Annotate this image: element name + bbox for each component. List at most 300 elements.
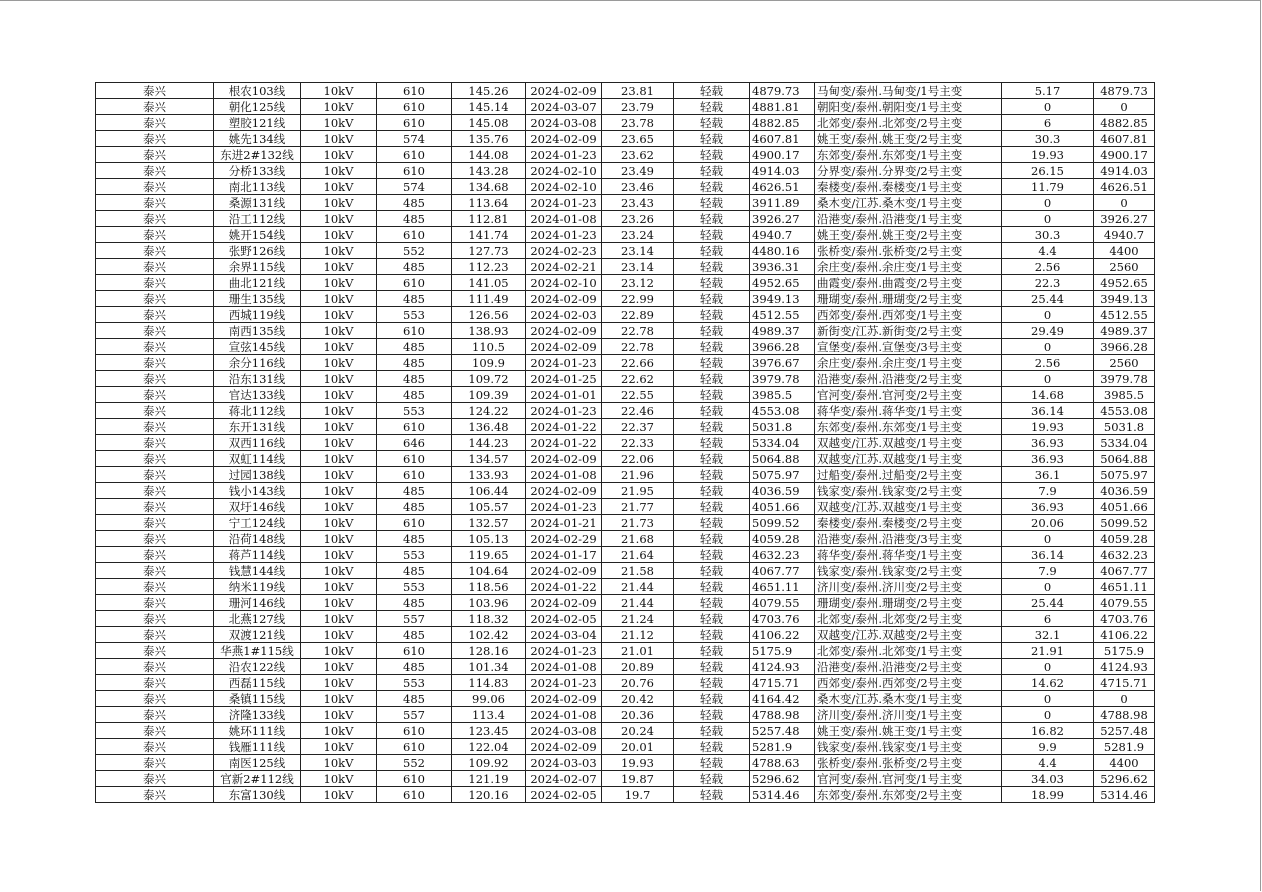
- transformer-load-cell: 9.9: [1002, 739, 1094, 755]
- county-cell: 泰兴: [96, 419, 214, 435]
- voltage-level-cell: 10kV: [301, 499, 377, 515]
- load-status-cell: 轻载: [674, 83, 750, 99]
- voltage-level-cell: 10kV: [301, 515, 377, 531]
- table-row: [96, 435, 1155, 451]
- feeder-name-cell: 姚开154线: [214, 227, 301, 243]
- available-capacity-cell: 3966.28: [750, 339, 815, 355]
- transformer-load-cell: 11.79: [1002, 179, 1094, 195]
- feeder-name-cell: 北燕127线: [214, 611, 301, 627]
- load-status-cell: 轻载: [674, 387, 750, 403]
- available-capacity-cell: 3936.31: [750, 259, 815, 275]
- table-row: [96, 211, 1155, 227]
- available-capacity-cell: 5031.8: [750, 419, 815, 435]
- table-row: [96, 99, 1155, 115]
- date-cell: 2024-02-09: [526, 339, 602, 355]
- voltage-level-cell: 10kV: [301, 195, 377, 211]
- load-status-cell: 轻载: [674, 579, 750, 595]
- voltage-level-cell: 10kV: [301, 323, 377, 339]
- date-cell: 2024-02-09: [526, 691, 602, 707]
- date-cell: 2024-01-23: [526, 403, 602, 419]
- transformer-load-cell: 14.68: [1002, 387, 1094, 403]
- substation-transformer-cell: 官河变/泰州.官河变/2号主变: [815, 387, 1002, 403]
- feeder-name-cell: 西磊115线: [214, 675, 301, 691]
- voltage-level-cell: 10kV: [301, 243, 377, 259]
- table-row: [96, 179, 1155, 195]
- available-capacity-cell: 4106.22: [750, 627, 815, 643]
- transformer-load-cell: 32.1: [1002, 627, 1094, 643]
- available-capacity-cell: 4703.76: [750, 611, 815, 627]
- county-cell: 泰兴: [96, 163, 214, 179]
- capacity-cell: 485: [377, 691, 452, 707]
- load-rate-cell: 22.99: [602, 291, 674, 307]
- substation-transformer-cell: 沿港变/泰州.沿港变/2号主变: [815, 659, 1002, 675]
- date-cell: 2024-01-23: [526, 499, 602, 515]
- remaining-capacity-cell: 3979.78: [1094, 371, 1155, 387]
- transformer-load-cell: 7.9: [1002, 563, 1094, 579]
- county-cell: 泰兴: [96, 643, 214, 659]
- transformer-load-cell: 22.3: [1002, 275, 1094, 291]
- date-cell: 2024-01-08: [526, 707, 602, 723]
- table-row: [96, 115, 1155, 131]
- transformer-load-cell: 0: [1002, 707, 1094, 723]
- county-cell: 泰兴: [96, 83, 214, 99]
- current-cell: 111.49: [452, 291, 526, 307]
- remaining-capacity-cell: 3926.27: [1094, 211, 1155, 227]
- remaining-capacity-cell: 4715.71: [1094, 675, 1155, 691]
- voltage-level-cell: 10kV: [301, 387, 377, 403]
- available-capacity-cell: 3976.67: [750, 355, 815, 371]
- date-cell: 2024-03-08: [526, 723, 602, 739]
- table-row: [96, 195, 1155, 211]
- available-capacity-cell: 5314.46: [750, 787, 815, 803]
- capacity-cell: 485: [377, 531, 452, 547]
- date-cell: 2024-01-08: [526, 211, 602, 227]
- county-cell: 泰兴: [96, 259, 214, 275]
- county-cell: 泰兴: [96, 739, 214, 755]
- load-status-cell: 轻载: [674, 371, 750, 387]
- available-capacity-cell: 4632.23: [750, 547, 815, 563]
- load-status-cell: 轻载: [674, 451, 750, 467]
- available-capacity-cell: 4940.7: [750, 227, 815, 243]
- remaining-capacity-cell: 4051.66: [1094, 499, 1155, 515]
- capacity-cell: 485: [377, 355, 452, 371]
- load-rate-cell: 20.76: [602, 675, 674, 691]
- available-capacity-cell: 4788.63: [750, 755, 815, 771]
- load-status-cell: 轻载: [674, 515, 750, 531]
- available-capacity-cell: 4512.55: [750, 307, 815, 323]
- substation-transformer-cell: 宣堡变/泰州.宣堡变/3号主变: [815, 339, 1002, 355]
- feeder-name-cell: 南医125线: [214, 755, 301, 771]
- capacity-cell: 610: [377, 787, 452, 803]
- available-capacity-cell: 3985.5: [750, 387, 815, 403]
- feeder-name-cell: 蒋芦114线: [214, 547, 301, 563]
- load-rate-cell: 21.58: [602, 563, 674, 579]
- feeder-name-cell: 塑胶121线: [214, 115, 301, 131]
- load-status-cell: 轻载: [674, 467, 750, 483]
- remaining-capacity-cell: 4124.93: [1094, 659, 1155, 675]
- remaining-capacity-cell: 4651.11: [1094, 579, 1155, 595]
- table-row: [96, 307, 1155, 323]
- transformer-load-cell: 26.15: [1002, 163, 1094, 179]
- substation-transformer-cell: 双越变/江苏.双越变/2号主变: [815, 627, 1002, 643]
- substation-transformer-cell: 过船变/泰州.过船变/2号主变: [815, 467, 1002, 483]
- current-cell: 105.57: [452, 499, 526, 515]
- table-row: [96, 403, 1155, 419]
- substation-transformer-cell: 珊瑚变/泰州.珊瑚变/2号主变: [815, 291, 1002, 307]
- date-cell: 2024-02-09: [526, 451, 602, 467]
- feeder-name-cell: 蒋北112线: [214, 403, 301, 419]
- load-status-cell: 轻载: [674, 675, 750, 691]
- load-status-cell: 轻载: [674, 483, 750, 499]
- feeder-name-cell: 双虹114线: [214, 451, 301, 467]
- county-cell: 泰兴: [96, 435, 214, 451]
- available-capacity-cell: 3949.13: [750, 291, 815, 307]
- substation-transformer-cell: 秦楼变/泰州.秦楼变/2号主变: [815, 515, 1002, 531]
- table-row: [96, 659, 1155, 675]
- transformer-load-cell: 19.93: [1002, 419, 1094, 435]
- transformer-load-cell: 0: [1002, 195, 1094, 211]
- available-capacity-cell: 5175.9: [750, 643, 815, 659]
- voltage-level-cell: 10kV: [301, 563, 377, 579]
- current-cell: 105.13: [452, 531, 526, 547]
- current-cell: 103.96: [452, 595, 526, 611]
- county-cell: 泰兴: [96, 211, 214, 227]
- load-status-cell: 轻载: [674, 499, 750, 515]
- transformer-load-cell: 14.62: [1002, 675, 1094, 691]
- substation-transformer-cell: 姚王变/泰州.姚王变/2号主变: [815, 131, 1002, 147]
- load-status-cell: 轻载: [674, 323, 750, 339]
- table-row: [96, 387, 1155, 403]
- load-status-cell: 轻载: [674, 723, 750, 739]
- date-cell: 2024-01-25: [526, 371, 602, 387]
- substation-transformer-cell: 朝阳变/泰州.朝阳变/1号主变: [815, 99, 1002, 115]
- substation-transformer-cell: 桑木变/江苏.桑木变/1号主变: [815, 195, 1002, 211]
- feeder-name-cell: 姚环111线: [214, 723, 301, 739]
- load-rate-cell: 21.95: [602, 483, 674, 499]
- remaining-capacity-cell: 0: [1094, 195, 1155, 211]
- available-capacity-cell: 3926.27: [750, 211, 815, 227]
- substation-transformer-cell: 新街变/江苏.新街变/2号主变: [815, 323, 1002, 339]
- county-cell: 泰兴: [96, 307, 214, 323]
- remaining-capacity-cell: 4079.55: [1094, 595, 1155, 611]
- load-rate-cell: 21.44: [602, 579, 674, 595]
- table-row: [96, 419, 1155, 435]
- table-row: [96, 275, 1155, 291]
- current-cell: 121.19: [452, 771, 526, 787]
- current-cell: 145.08: [452, 115, 526, 131]
- table-row: [96, 467, 1155, 483]
- table-row: [96, 339, 1155, 355]
- load-rate-cell: 21.24: [602, 611, 674, 627]
- date-cell: 2024-02-07: [526, 771, 602, 787]
- substation-transformer-cell: 双越变/江苏.双越变/1号主变: [815, 499, 1002, 515]
- date-cell: 2024-02-09: [526, 323, 602, 339]
- current-cell: 122.04: [452, 739, 526, 755]
- county-cell: 泰兴: [96, 243, 214, 259]
- transformer-load-cell: 36.14: [1002, 403, 1094, 419]
- transformer-load-cell: 36.93: [1002, 435, 1094, 451]
- capacity-cell: 557: [377, 611, 452, 627]
- capacity-cell: 610: [377, 643, 452, 659]
- voltage-level-cell: 10kV: [301, 467, 377, 483]
- available-capacity-cell: 4952.65: [750, 275, 815, 291]
- substation-transformer-cell: 分界变/泰州.分界变/2号主变: [815, 163, 1002, 179]
- date-cell: 2024-02-10: [526, 179, 602, 195]
- available-capacity-cell: 5281.9: [750, 739, 815, 755]
- county-cell: 泰兴: [96, 291, 214, 307]
- feeder-name-cell: 张野126线: [214, 243, 301, 259]
- current-cell: 101.34: [452, 659, 526, 675]
- capacity-cell: 485: [377, 211, 452, 227]
- county-cell: 泰兴: [96, 547, 214, 563]
- voltage-level-cell: 10kV: [301, 691, 377, 707]
- load-rate-cell: 19.87: [602, 771, 674, 787]
- load-rate-cell: 21.44: [602, 595, 674, 611]
- feeder-name-cell: 沿东131线: [214, 371, 301, 387]
- remaining-capacity-cell: 4626.51: [1094, 179, 1155, 195]
- load-rate-cell: 22.55: [602, 387, 674, 403]
- capacity-cell: 552: [377, 243, 452, 259]
- available-capacity-cell: 4882.85: [750, 115, 815, 131]
- available-capacity-cell: 4900.17: [750, 147, 815, 163]
- substation-transformer-cell: 济川变/泰州.济川变/1号主变: [815, 707, 1002, 723]
- transformer-load-cell: 6: [1002, 115, 1094, 131]
- county-cell: 泰兴: [96, 659, 214, 675]
- transformer-load-cell: 21.91: [1002, 643, 1094, 659]
- feeder-name-cell: 钱小143线: [214, 483, 301, 499]
- load-status-cell: 轻载: [674, 707, 750, 723]
- current-cell: 133.93: [452, 467, 526, 483]
- capacity-cell: 610: [377, 163, 452, 179]
- transformer-load-cell: 0: [1002, 307, 1094, 323]
- voltage-level-cell: 10kV: [301, 707, 377, 723]
- substation-transformer-cell: 双越变/江苏.双越变/1号主变: [815, 451, 1002, 467]
- remaining-capacity-cell: 2560: [1094, 355, 1155, 371]
- transformer-load-cell: 5.17: [1002, 83, 1094, 99]
- load-status-cell: 轻载: [674, 243, 750, 259]
- current-cell: 144.08: [452, 147, 526, 163]
- transformer-load-cell: 29.49: [1002, 323, 1094, 339]
- substation-transformer-cell: 东郊变/泰州.东郊变/2号主变: [815, 787, 1002, 803]
- capacity-cell: 574: [377, 131, 452, 147]
- date-cell: 2024-02-05: [526, 787, 602, 803]
- voltage-level-cell: 10kV: [301, 179, 377, 195]
- load-status-cell: 轻载: [674, 659, 750, 675]
- current-cell: 124.22: [452, 403, 526, 419]
- date-cell: 2024-02-10: [526, 275, 602, 291]
- substation-transformer-cell: 秦楼变/泰州.秦楼变/1号主变: [815, 179, 1002, 195]
- county-cell: 泰兴: [96, 691, 214, 707]
- available-capacity-cell: 4553.08: [750, 403, 815, 419]
- available-capacity-cell: 5075.97: [750, 467, 815, 483]
- table-row: [96, 611, 1155, 627]
- date-cell: 2024-01-23: [526, 643, 602, 659]
- remaining-capacity-cell: 5064.88: [1094, 451, 1155, 467]
- county-cell: 泰兴: [96, 195, 214, 211]
- feeder-name-cell: 珊河146线: [214, 595, 301, 611]
- feeder-name-cell: 官新2#112线: [214, 771, 301, 787]
- table-row: [96, 787, 1155, 803]
- current-cell: 138.93: [452, 323, 526, 339]
- date-cell: 2024-02-09: [526, 131, 602, 147]
- load-status-cell: 轻载: [674, 435, 750, 451]
- feeder-name-cell: 过园138线: [214, 467, 301, 483]
- current-cell: 143.28: [452, 163, 526, 179]
- remaining-capacity-cell: 5099.52: [1094, 515, 1155, 531]
- remaining-capacity-cell: 4879.73: [1094, 83, 1155, 99]
- load-rate-cell: 21.01: [602, 643, 674, 659]
- county-cell: 泰兴: [96, 611, 214, 627]
- transformer-load-cell: 4.4: [1002, 755, 1094, 771]
- voltage-level-cell: 10kV: [301, 435, 377, 451]
- load-status-cell: 轻载: [674, 307, 750, 323]
- transformer-load-cell: 0: [1002, 691, 1094, 707]
- load-rate-cell: 23.65: [602, 131, 674, 147]
- available-capacity-cell: 5334.04: [750, 435, 815, 451]
- available-capacity-cell: 4036.59: [750, 483, 815, 499]
- capacity-cell: 485: [377, 595, 452, 611]
- capacity-cell: 610: [377, 723, 452, 739]
- table-row: [96, 499, 1155, 515]
- county-cell: 泰兴: [96, 579, 214, 595]
- substation-transformer-cell: 姚王变/泰州.姚王变/1号主变: [815, 723, 1002, 739]
- remaining-capacity-cell: 4632.23: [1094, 547, 1155, 563]
- remaining-capacity-cell: 4106.22: [1094, 627, 1155, 643]
- load-rate-cell: 23.12: [602, 275, 674, 291]
- substation-transformer-cell: 蒋华变/泰州.蒋华变/1号主变: [815, 547, 1002, 563]
- substation-transformer-cell: 钱家变/泰州.钱家变/1号主变: [815, 739, 1002, 755]
- county-cell: 泰兴: [96, 371, 214, 387]
- remaining-capacity-cell: 0: [1094, 99, 1155, 115]
- table-row: [96, 83, 1155, 99]
- load-status-cell: 轻载: [674, 259, 750, 275]
- voltage-level-cell: 10kV: [301, 227, 377, 243]
- date-cell: 2024-02-29: [526, 531, 602, 547]
- date-cell: 2024-02-09: [526, 563, 602, 579]
- remaining-capacity-cell: 3985.5: [1094, 387, 1155, 403]
- load-status-cell: 轻载: [674, 787, 750, 803]
- feeder-name-cell: 沿农122线: [214, 659, 301, 675]
- county-cell: 泰兴: [96, 787, 214, 803]
- remaining-capacity-cell: 3966.28: [1094, 339, 1155, 355]
- transformer-load-cell: 0: [1002, 339, 1094, 355]
- remaining-capacity-cell: 4952.65: [1094, 275, 1155, 291]
- transformer-load-cell: 4.4: [1002, 243, 1094, 259]
- load-rate-cell: 21.64: [602, 547, 674, 563]
- date-cell: 2024-01-23: [526, 195, 602, 211]
- transformer-load-cell: 34.03: [1002, 771, 1094, 787]
- voltage-level-cell: 10kV: [301, 115, 377, 131]
- current-cell: 102.42: [452, 627, 526, 643]
- available-capacity-cell: 4914.03: [750, 163, 815, 179]
- feeder-name-cell: 东富130线: [214, 787, 301, 803]
- load-status-cell: 轻载: [674, 115, 750, 131]
- current-cell: 112.81: [452, 211, 526, 227]
- available-capacity-cell: 4164.42: [750, 691, 815, 707]
- feeder-name-cell: 根农103线: [214, 83, 301, 99]
- transformer-load-cell: 36.93: [1002, 499, 1094, 515]
- feeder-name-cell: 东开131线: [214, 419, 301, 435]
- voltage-level-cell: 10kV: [301, 627, 377, 643]
- table-row: [96, 163, 1155, 179]
- voltage-level-cell: 10kV: [301, 531, 377, 547]
- feeder-name-cell: 钱雁111线: [214, 739, 301, 755]
- table-body: [96, 83, 1155, 803]
- transformer-load-cell: 20.06: [1002, 515, 1094, 531]
- date-cell: 2024-02-23: [526, 243, 602, 259]
- load-status-cell: 轻载: [674, 99, 750, 115]
- substation-transformer-cell: 北郊变/泰州.北郊变/1号主变: [815, 643, 1002, 659]
- capacity-cell: 610: [377, 451, 452, 467]
- voltage-level-cell: 10kV: [301, 211, 377, 227]
- load-rate-cell: 23.78: [602, 115, 674, 131]
- available-capacity-cell: 3979.78: [750, 371, 815, 387]
- load-rate-cell: 20.01: [602, 739, 674, 755]
- table-row: [96, 627, 1155, 643]
- table-row: [96, 723, 1155, 739]
- available-capacity-cell: 4989.37: [750, 323, 815, 339]
- remaining-capacity-cell: 4989.37: [1094, 323, 1155, 339]
- current-cell: 119.65: [452, 547, 526, 563]
- substation-transformer-cell: 钱家变/泰州.钱家变/2号主变: [815, 483, 1002, 499]
- table-row: [96, 451, 1155, 467]
- feeder-name-cell: 华燕1#115线: [214, 643, 301, 659]
- feeder-name-cell: 珊生135线: [214, 291, 301, 307]
- county-cell: 泰兴: [96, 339, 214, 355]
- capacity-cell: 557: [377, 707, 452, 723]
- load-rate-cell: 21.68: [602, 531, 674, 547]
- available-capacity-cell: 4480.16: [750, 243, 815, 259]
- table-row: [96, 355, 1155, 371]
- county-cell: 泰兴: [96, 483, 214, 499]
- load-rate-cell: 22.62: [602, 371, 674, 387]
- transformer-load-cell: 18.99: [1002, 787, 1094, 803]
- substation-transformer-cell: 曲霞变/泰州.曲霞变/2号主变: [815, 275, 1002, 291]
- date-cell: 2024-02-09: [526, 83, 602, 99]
- capacity-cell: 610: [377, 739, 452, 755]
- transformer-load-cell: 25.44: [1002, 595, 1094, 611]
- load-rate-cell: 22.06: [602, 451, 674, 467]
- capacity-cell: 610: [377, 771, 452, 787]
- voltage-level-cell: 10kV: [301, 739, 377, 755]
- load-rate-cell: 20.89: [602, 659, 674, 675]
- available-capacity-cell: 4067.77: [750, 563, 815, 579]
- feeder-name-cell: 官达133线: [214, 387, 301, 403]
- voltage-level-cell: 10kV: [301, 547, 377, 563]
- capacity-cell: 646: [377, 435, 452, 451]
- available-capacity-cell: 4059.28: [750, 531, 815, 547]
- load-rate-cell: 23.49: [602, 163, 674, 179]
- load-rate-cell: 22.78: [602, 323, 674, 339]
- county-cell: 泰兴: [96, 147, 214, 163]
- feeder-name-cell: 双西116线: [214, 435, 301, 451]
- transformer-load-cell: 25.44: [1002, 291, 1094, 307]
- county-cell: 泰兴: [96, 499, 214, 515]
- capacity-cell: 610: [377, 515, 452, 531]
- load-status-cell: 轻载: [674, 179, 750, 195]
- load-status-cell: 轻载: [674, 691, 750, 707]
- table-row: [96, 755, 1155, 771]
- table-row: [96, 643, 1155, 659]
- date-cell: 2024-01-23: [526, 675, 602, 691]
- remaining-capacity-cell: 4940.7: [1094, 227, 1155, 243]
- capacity-cell: 485: [377, 291, 452, 307]
- current-cell: 123.45: [452, 723, 526, 739]
- load-rate-cell: 20.42: [602, 691, 674, 707]
- remaining-capacity-cell: 4400: [1094, 755, 1155, 771]
- available-capacity-cell: 4124.93: [750, 659, 815, 675]
- available-capacity-cell: 4651.11: [750, 579, 815, 595]
